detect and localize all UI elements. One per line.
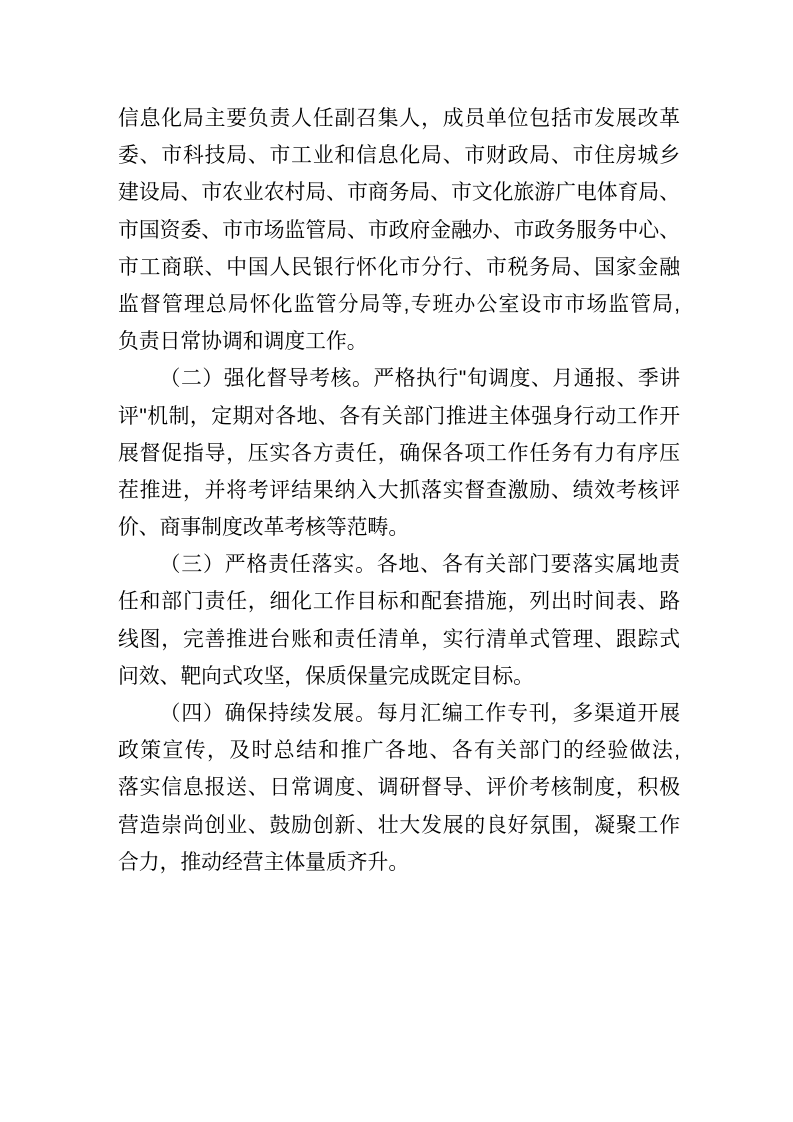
text-line: 负责日常协调和调度工作。 bbox=[118, 330, 368, 354]
text-line: 监督管理总局怀化监管分局等,专班办公室设市市场监管局, bbox=[118, 292, 680, 316]
text-line: 信息化局主要负责人任副召集人，成员单位包括市发展改革 bbox=[118, 107, 680, 130]
text-line: 市工商联、中国人民银行怀化市分行、市税务局、国家金融 bbox=[118, 255, 680, 279]
text-line: （四）确保持续发展。每月汇编工作专刊，多渠道开展 bbox=[159, 702, 680, 725]
paragraph bbox=[118, 546, 680, 695]
text-line: 茬推进，并将考评结果纳入大抓落实督查激励、绩效考核评 bbox=[118, 478, 680, 502]
text-line: 建设局、市农业农村局、市商务局、市文化旅游广电体育局、 bbox=[118, 181, 680, 205]
text-line: 市国资委、市市场监管局、市政府金融办、市政务服务中心、 bbox=[118, 218, 680, 242]
text-line: 委、市科技局、市工业和信息化局、市财政局、市住房城乡 bbox=[118, 144, 680, 168]
text-line: 评"机制，定期对各地、各有关部门推进主体强身行动工作开 bbox=[118, 404, 680, 428]
text-line: 任和部门责任，细化工作目标和配套措施，列出时间表、路 bbox=[118, 590, 680, 614]
text-line: 营造崇尚创业、鼓励创新、壮大发展的良好氛围，凝聚工作 bbox=[118, 813, 680, 837]
paragraph bbox=[118, 695, 680, 881]
paragraph bbox=[118, 100, 680, 360]
text-line: （二）强化督导考核。严格执行"旬调度、月通报、季讲 bbox=[159, 367, 680, 391]
text-line: 问效、靶向式攻坚，保质保量完成既定目标。 bbox=[118, 664, 534, 688]
text-line: （三）严格责任落实。各地、各有关部门要落实属地责 bbox=[159, 553, 680, 577]
text-line: 线图，完善推进台账和责任清单，实行清单式管理、跟踪式 bbox=[118, 627, 680, 651]
text-line: 合力，推动经营主体量质齐升。 bbox=[118, 850, 410, 874]
text-line: 价、商事制度改革考核等范畴。 bbox=[118, 516, 410, 540]
document-body bbox=[118, 100, 680, 881]
text-line: 政策宣传，及时总结和推广各地、各有关部门的经验做法, bbox=[118, 739, 680, 763]
text-line: 落实信息报送、日常调度、调研督导、评价考核制度，积极 bbox=[118, 776, 680, 800]
text-line: 展督促指导，压实各方责任，确保各项工作任务有力有序压 bbox=[118, 441, 680, 465]
paragraph bbox=[118, 360, 680, 546]
